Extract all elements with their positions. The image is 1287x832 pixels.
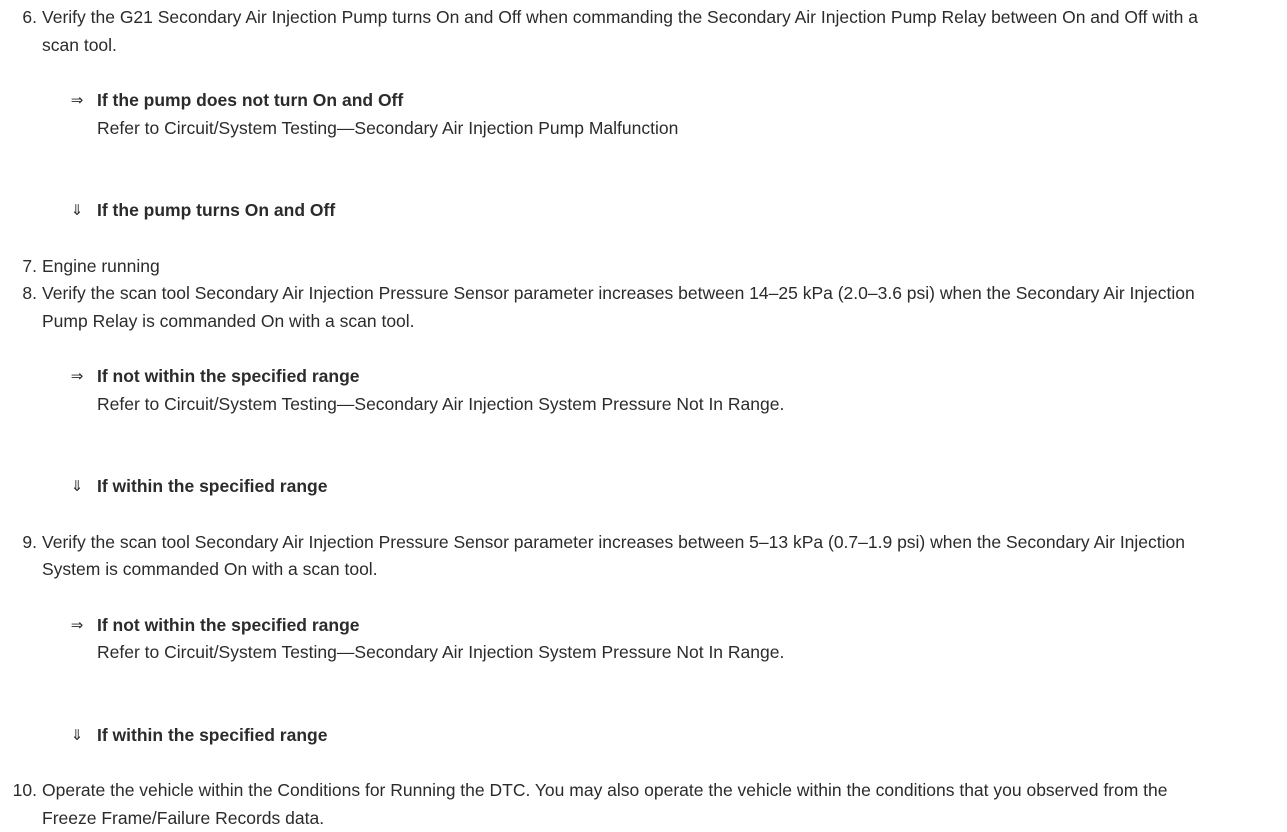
step-number: 6. [22,7,37,27]
pass-branch [0,722,1197,750]
fail-action: Refer to Circuit/System Testing—Secondary Air Injection System Pressure Not In Range. [97,642,785,662]
step-number: 10. [12,780,37,800]
fail-condition: If the pump does not turn On and Off [97,90,404,110]
fail-condition: If not within the specified range [97,366,360,386]
step-10 [0,777,1212,832]
right-double-arrow-icon: ⇒ [70,616,84,634]
step-number: 9. [22,531,37,552]
right-double-arrow-icon: ⇒ [70,368,84,385]
step-8 [0,280,1212,335]
fail-action: Refer to Circuit/System Testing—Secondary Air Injection System Pressure Not In Range. [97,393,785,414]
down-double-arrow-icon: ⇓ [70,478,84,495]
step-number: 8. [22,283,37,303]
right-double-arrow-icon: ⇒ [70,92,84,109]
fail-branch [0,612,1197,667]
fail-branch [0,87,1197,142]
pass-branch [0,473,1197,501]
pass-branch [0,197,1197,225]
pass-condition: If the pump turns On and Off [97,200,336,220]
down-double-arrow-icon: ⇓ [70,726,84,744]
fail-condition: If not within the specified range [97,614,360,635]
fail-branch [0,363,1197,418]
pass-condition: If within the specified range [97,724,328,745]
step-text: Verify the scan tool Secondary Air Injection Pressure Sensor parameter increases between 5–13 kPa (0.7–1.9 psi) when the Secondary Air Injection System is commanded On with a scan tool. [42,531,1186,579]
step-number: 7. [22,255,37,276]
step-text: Operate the vehicle within the Conditions for Running the DTC. You may also operate the vehicle within the conditions that you observed from the Freeze Frame/Failure Records data. [42,780,1168,828]
step-text: Verify the scan tool Secondary Air Injection Pressure Sensor parameter increases between 14–25 kPa (2.0–3.6 psi) when the Secondary Air Injection Pump Relay is commanded On with a scan tool. [42,283,1195,331]
step-6 [0,4,1212,59]
fail-action: Refer to Circuit/System Testing—Secondary Air Injection Pump Malfunction [97,117,679,138]
step-text: Engine running [42,255,160,276]
down-double-arrow-icon: ⇓ [70,202,84,219]
step-text: Verify the G21 Secondary Air Injection Pump turns On and Off when commanding the Secondary Air Injection Pump Relay between On and Off with a scan tool. [42,7,1198,55]
pass-condition: If within the specified range [97,476,328,496]
step-9 [0,529,1212,584]
diagnostic-procedure [0,4,1287,832]
step-7 [0,253,1212,281]
